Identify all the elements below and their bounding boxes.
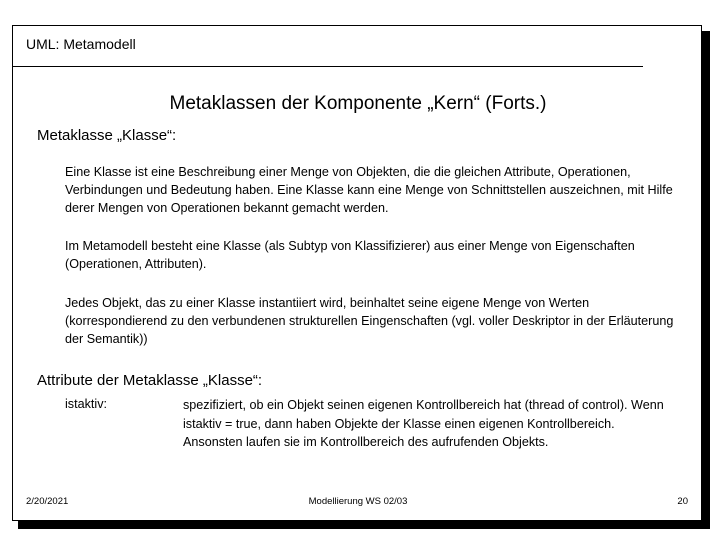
header-divider: [13, 66, 643, 67]
footer-course: Modellierung WS 02/03: [308, 496, 408, 507]
slide-title: Metaklassen der Komponente „Kern“ (Forts.): [169, 93, 547, 114]
attribute-definition: spezifiziert, ob ein Objekt seinen eigenen Kontrollbereich hat (thread of control). Wenn istaktiv = true, dann haben Objekte der Klasse einen eigenen Kontrollbereich. Ansonsten laufen sie im Kontrollbereich des aufrufenden Objekts.: [183, 398, 664, 449]
paragraph-1: Eine Klasse ist eine Beschreibung einer Menge von Objekten, die die gleichen Attribute, Operationen, Verbindungen und Bedeutung haben. Eine Klasse kann eine Menge von Schnittstellen auszeichnen, mit Hilfe derer Mengen von Operationen bekannt gemacht werden.: [65, 165, 673, 215]
paragraph-3: Jedes Objekt, das zu einer Klasse instantiiert wird, beinhaltet seine eigene Menge von Werten (korrespondierend zu den verbundenen strukturellen Eingenschaften (vgl. voller Deskriptor in der Erläuterung der Semantik)): [65, 296, 674, 346]
attribute-term: istaktiv:: [65, 397, 107, 411]
section-heading-attribute: Attribute der Metaklasse „Klasse“:: [37, 372, 263, 389]
footer-page-number: 20: [677, 496, 688, 507]
footer-date: 2/20/2021: [26, 496, 69, 507]
section-heading-klasse: Metaklasse „Klasse“:: [37, 127, 177, 144]
slide: [12, 25, 702, 521]
paragraph-2: Im Metamodell besteht eine Klasse (als Subtyp von Klassifizierer) aus einer Menge von Eigenschaften (Operationen, Attributen).: [65, 239, 635, 271]
header-title: UML: Metamodell: [26, 36, 136, 52]
